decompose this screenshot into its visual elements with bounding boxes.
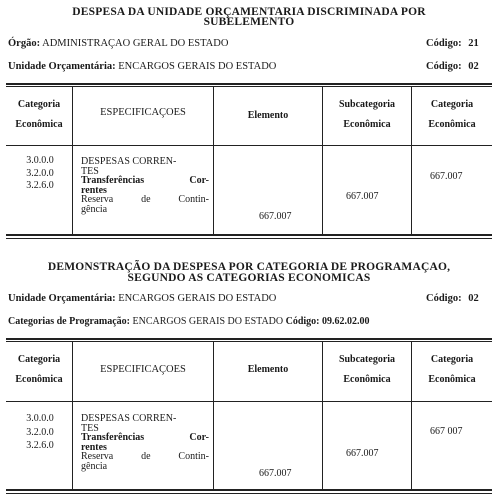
table2-categoria-value: 667 007 xyxy=(430,426,463,437)
section2-unidade-label: Unidade Orçamentária: xyxy=(8,293,116,304)
section1-title-line2: SUBELEMENTO xyxy=(203,16,295,28)
header-line: Categoria xyxy=(17,354,61,365)
unidade-value: ENCARGOS GERAIS DO ESTADO xyxy=(118,61,277,72)
unidade-label: Unidade Orçamentária: xyxy=(8,61,116,72)
table2 xyxy=(6,338,492,496)
table1-spec xyxy=(81,157,209,214)
section2-unidade-line xyxy=(8,293,276,305)
spec-line: DESPESAS CORREN- xyxy=(81,156,177,167)
header-line: Econômica xyxy=(343,374,391,385)
spec-word: Transferências xyxy=(81,432,145,443)
spec-word: Cor- xyxy=(189,175,209,186)
code: 3.0.0.0 xyxy=(26,155,54,166)
header-line: Subcategoria xyxy=(338,354,396,365)
table1 xyxy=(6,83,492,239)
table1-codes xyxy=(12,155,68,193)
header-line: Categoria xyxy=(430,354,474,365)
unidade-codigo xyxy=(426,61,479,73)
spec-line: gência xyxy=(81,460,108,472)
orgao-line xyxy=(8,38,228,50)
table2-subcategoria-value: 667.007 xyxy=(346,448,379,459)
orgao-value: ADMINISTRAÇAO GERAL DO ESTADO xyxy=(42,38,229,49)
table1-bottom-rule xyxy=(6,234,492,236)
spec-line: rentes xyxy=(81,441,107,453)
table2-header-elemento: Elemento xyxy=(247,364,289,375)
categoria-codigo-value: 09.62.02.00 xyxy=(322,316,370,327)
table2-header-categoria xyxy=(6,354,72,386)
table2-top-rule xyxy=(6,338,492,340)
table1-elemento-value: 667.007 xyxy=(259,211,292,222)
table2-bottom-rule2 xyxy=(6,493,492,494)
section2-title-line1: DEMONSTRAÇÃO DA DESPESA POR CATEGORIA DE PROGRAMAÇAO, xyxy=(47,261,451,273)
table2-header-categoria2 xyxy=(412,354,492,386)
spec-line: TES xyxy=(81,165,99,177)
section2-title-line2: SEGUNDO AS CATEGORIAS ECONOMICAS xyxy=(127,272,371,284)
categoria-programacao-label: Categorias de Programação: xyxy=(8,316,131,327)
orgao-codigo-value: 21 xyxy=(468,38,479,49)
spec-line: DESPESAS CORREN- xyxy=(81,413,177,424)
table1-header-categoria2 xyxy=(412,99,492,131)
table2-spec xyxy=(81,414,209,471)
header-line: Categoria xyxy=(430,99,474,110)
spec-word: de xyxy=(141,194,151,205)
table1-header-rule xyxy=(6,145,492,146)
spec-word: Transferências xyxy=(81,175,145,186)
orgao-codigo xyxy=(426,38,479,50)
spec-word: Contin- xyxy=(178,194,209,205)
table1-top-rule2 xyxy=(6,86,492,87)
section2-codigo-label: Código: xyxy=(426,293,462,304)
header-line: Categoria xyxy=(17,99,61,110)
table2-elemento-value: 667.007 xyxy=(259,468,292,479)
table2-top-rule2 xyxy=(6,341,492,342)
code: 3.2.6.0 xyxy=(26,180,54,191)
spec-line: rentes xyxy=(81,184,107,196)
table2-header-especificacoes: ESPECIFICAÇOES xyxy=(100,364,186,375)
table1-header-categoria xyxy=(6,99,72,131)
code: 3.0.0.0 xyxy=(26,413,54,424)
spec-word: Contin- xyxy=(178,451,209,462)
categoria-programacao-value: ENCARGOS GERAIS DO ESTADO xyxy=(132,316,284,327)
unidade-codigo-label: Código: xyxy=(426,61,462,72)
table1-categoria-value: 667.007 xyxy=(430,171,463,182)
spec-line: gência xyxy=(81,203,108,215)
code: 3.2.0.0 xyxy=(26,167,54,179)
section2-unidade-value: ENCARGOS GERAIS DO ESTADO xyxy=(118,293,277,304)
table1-header-elemento: Elemento xyxy=(247,110,289,121)
spec-line: TES xyxy=(81,422,99,434)
table2-header-subcategoria xyxy=(323,354,411,386)
table1-header-especificacoes: ESPECIFICAÇOES xyxy=(100,107,186,118)
header-line: Econômica xyxy=(343,119,391,130)
orgao-label: Órgão: xyxy=(8,38,41,49)
spec-word: de xyxy=(141,451,151,462)
header-line: Subcategoria xyxy=(338,99,396,110)
table1-bottom-rule2 xyxy=(6,238,492,239)
table1-header-subcategoria xyxy=(323,99,411,131)
header-line: Econômica xyxy=(15,374,63,385)
orgao-codigo-label: Código: xyxy=(426,38,462,49)
table1-subcategoria-value: 667.007 xyxy=(346,191,379,202)
header-line: Econômica xyxy=(428,374,476,385)
table1-top-rule xyxy=(6,83,492,85)
header-line: Econômica xyxy=(428,119,476,130)
header-line: Econômica xyxy=(15,119,63,130)
section1-title-line1: DESPESA DA UNIDADE ORÇAMENTARIA DISCRIMINADA POR xyxy=(72,6,426,18)
section2-codigo-value: 02 xyxy=(468,293,479,304)
section2-unidade-codigo xyxy=(426,293,479,305)
code: 3.2.0.0 xyxy=(26,426,54,438)
table2-header-rule xyxy=(6,401,492,402)
code: 3.2.6.0 xyxy=(26,440,54,451)
spec-word: Cor- xyxy=(189,432,209,443)
categoria-codigo-label: Código: xyxy=(285,316,320,327)
unidade-line xyxy=(8,61,276,73)
table2-bottom-rule xyxy=(6,489,492,491)
categoria-programacao-line xyxy=(8,316,370,328)
spec-word: Reserva xyxy=(81,194,114,205)
unidade-codigo-value: 02 xyxy=(468,61,479,72)
table2-codes xyxy=(12,412,68,453)
spec-word: Reserva xyxy=(81,451,114,462)
